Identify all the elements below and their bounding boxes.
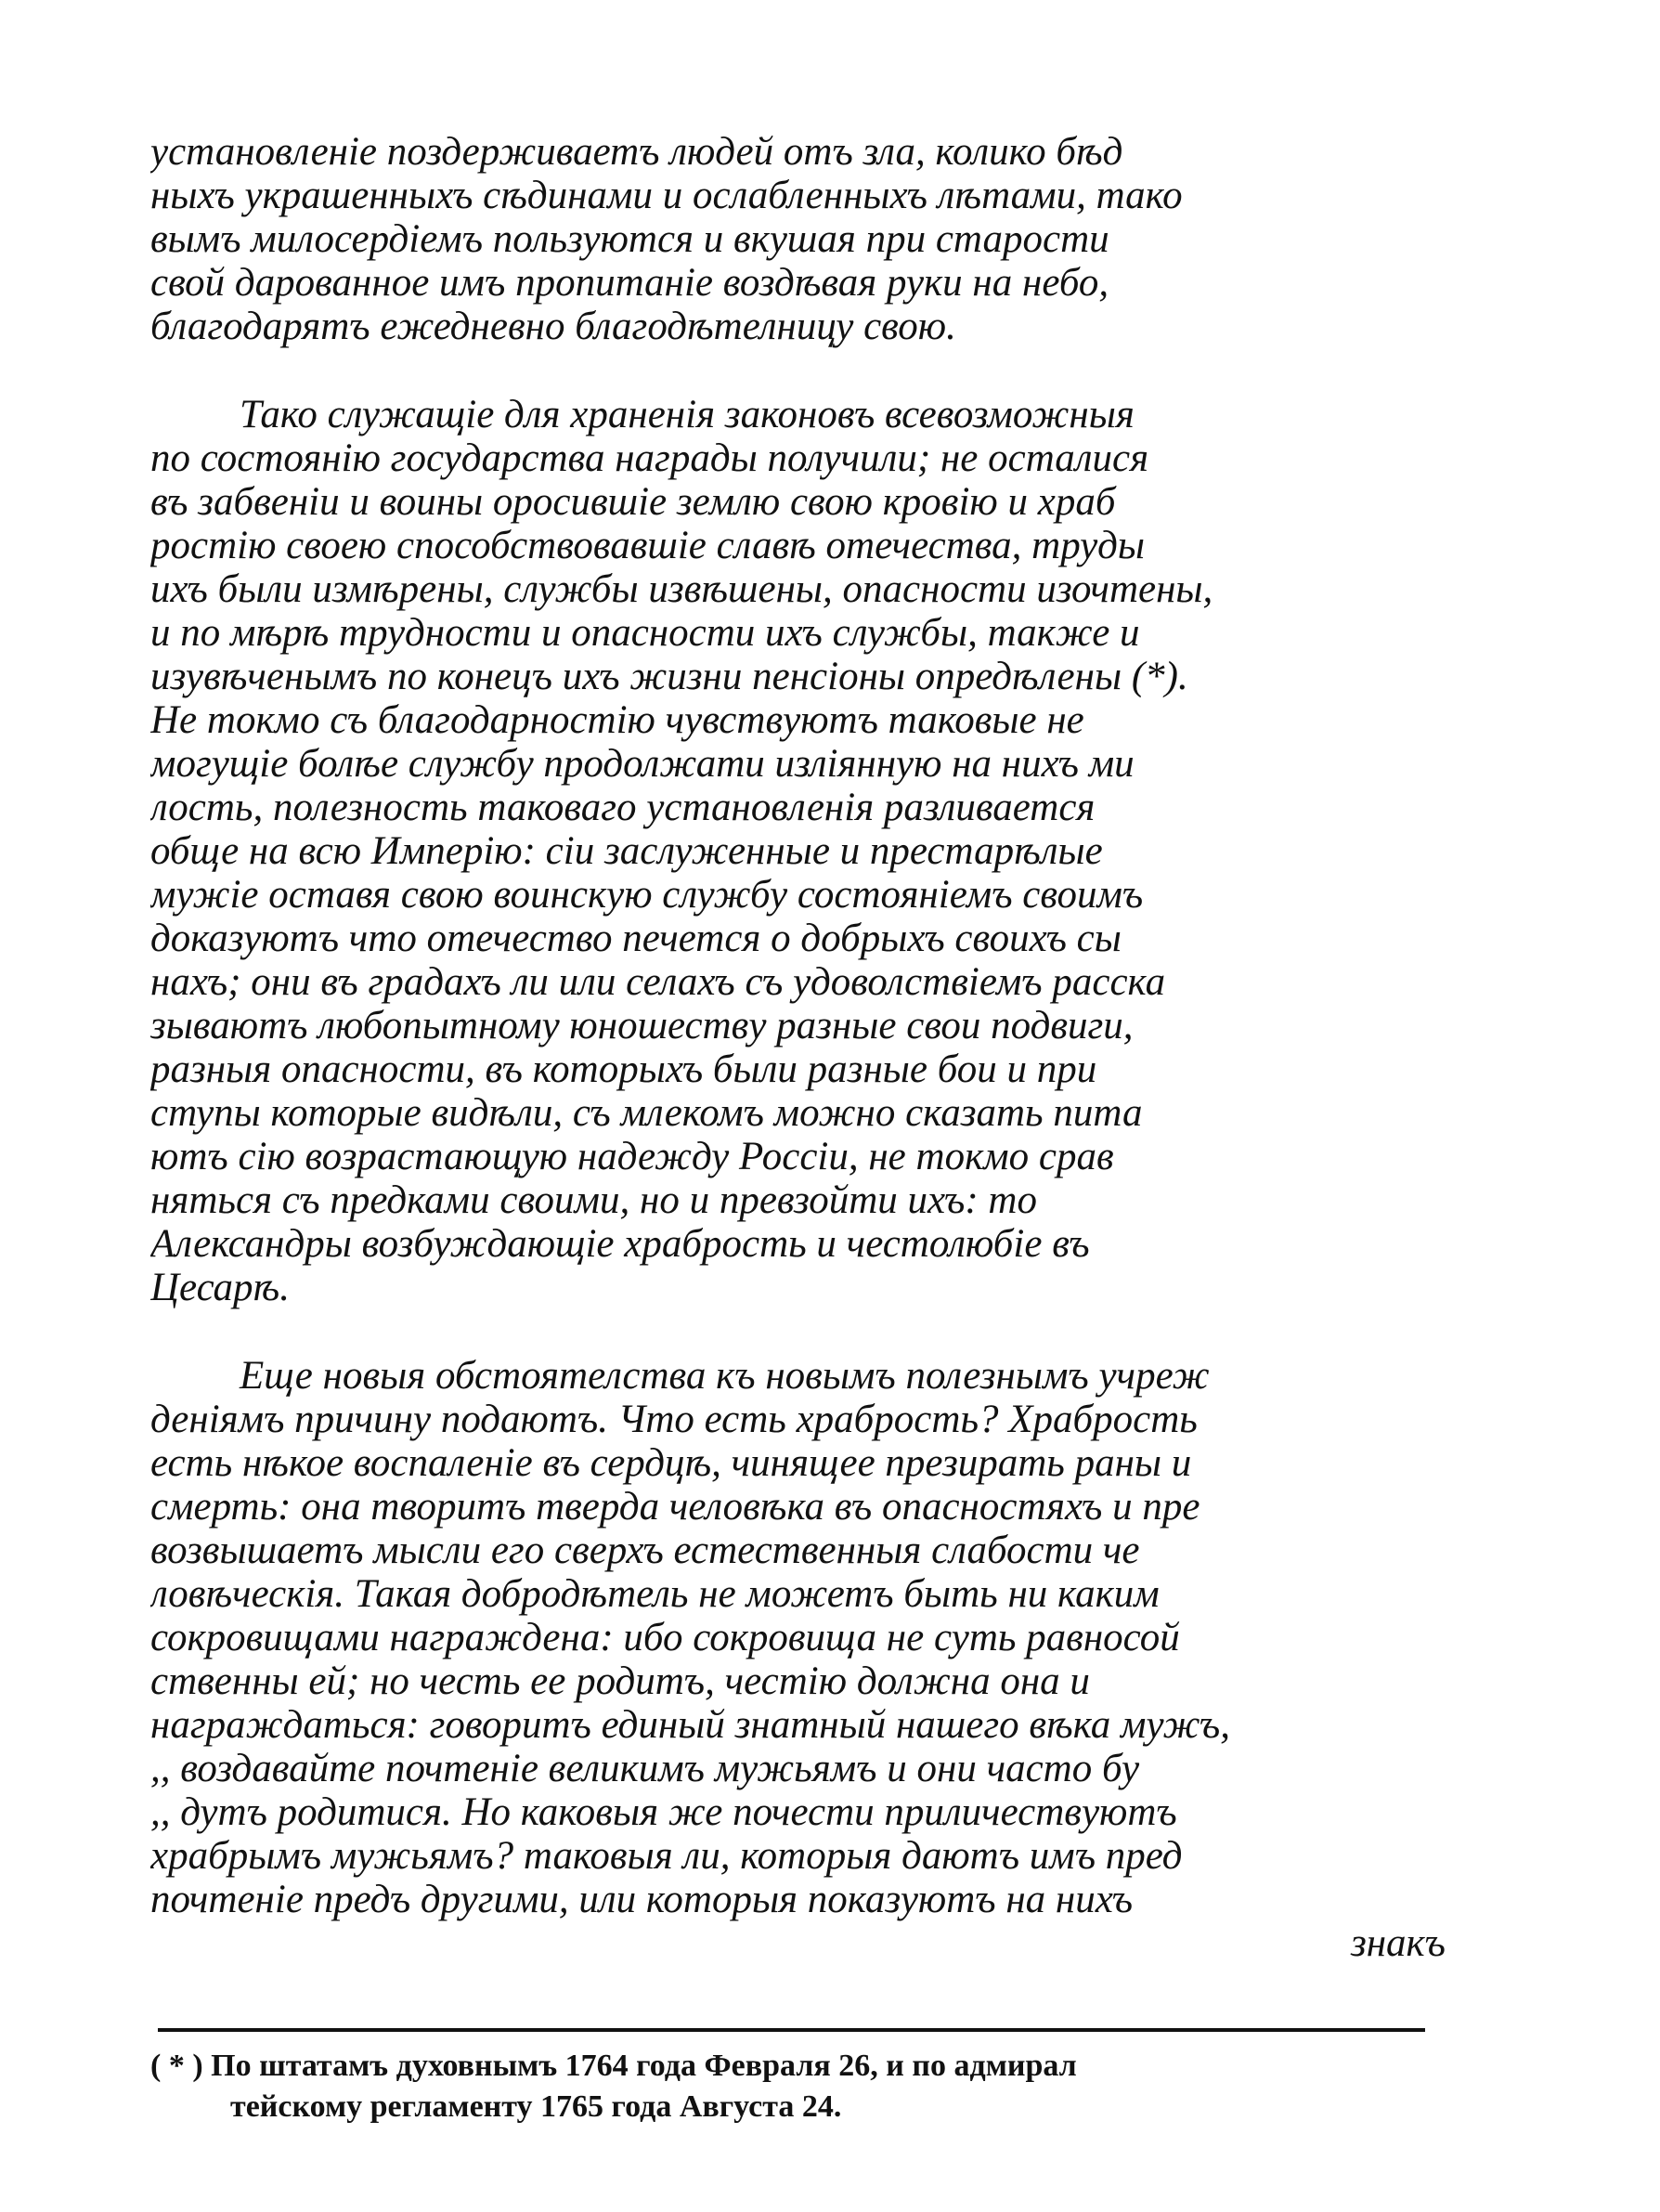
text-line: есть нѣкое воспаленіе въ сердцѣ, чинящее презирать раны и [150,1441,1192,1485]
paragraph-3 [150,1354,1446,1965]
paragraph-2 [150,393,1446,1309]
text-line: могущіе болѣе службу продолжати изліянную на нихъ ми [150,742,1135,786]
text-line: ихъ были измѣрены, службы извѣшены, опасности изочтены, [150,567,1213,611]
footnote-line: ( * ) По штатамъ духовнымъ 1764 года Февраля 26, и по адмирал [150,2049,1077,2083]
text-line: ступы которые видѣли, съ млекомъ можно сказать пита [150,1091,1143,1135]
footnote-line: тейскому регламенту 1765 года Августа 24. [230,2089,842,2124]
text-line: Александры возбуждающіе храбрость и честолюбіе въ [150,1222,1090,1266]
text-line: возвышаетъ мысли его сверхъ естественныя слабости че [150,1529,1140,1572]
text-line: награждаться: говоритъ единый знатный нашего вѣка мужъ, [150,1703,1230,1747]
text-line: ,, дутъ родитися. Но каковыя же почести приличествуютъ [150,1790,1177,1834]
text-line: по состоянію государства награды получили; не осталися [150,436,1149,480]
footnote-divider [158,2028,1425,2032]
text-line: ,, воздавайте почтеніе великимъ мужьямъ и они часто бу [150,1747,1140,1790]
text-line: обще на всю Имперію: сіи заслуженные и престарѣлые [150,829,1103,873]
text-line: храбрымъ мужьямъ? таковыя ли, которыя даютъ имъ пред [150,1834,1183,1878]
text-line: и по мѣрѣ трудности и опасности ихъ службы, также и [150,611,1140,655]
footnote [150,2046,1446,2127]
text-line: лость, полезность таковаго установленія разливается [150,786,1096,829]
text-line: сокровищами награждена: ибо сокровища не суть равносой [150,1616,1180,1659]
text-line: вымъ милосердіемъ пользуются и вкушая при старости [150,217,1109,261]
catchword: знакъ [1350,1921,1446,1965]
text-line: нахъ; они въ градахъ ли или селахъ съ удоволствіемъ расска [150,960,1166,1004]
text-line: ловѣческія. Такая добродѣтель не можетъ быть ни каким [150,1572,1160,1616]
main-text-block [150,130,1446,2010]
text-line: Тако служащіе для храненія законовъ всевозможныя [240,393,1135,436]
text-line: почтеніе предъ другими, или которыя показуютъ на нихъ [150,1878,1134,1921]
text-line: въ забвеніи и воины оросившіе землю свою кровію и храб [150,480,1116,524]
text-line: ныхъ украшенныхъ сѣдинами и ослабленныхъ лѣтами, тако [150,174,1183,217]
text-line: благодарятъ ежедневно благодѣтелницу свою. [150,305,956,348]
text-line: Не токмо съ благодарностію чувствуютъ таковые не [150,698,1084,742]
text-line: смерть: она творитъ тверда человѣка въ опасностяхъ и пре [150,1485,1200,1529]
text-line: зываютъ любопытному юношеству разные свои подвиги, [150,1004,1134,1047]
paragraph-1 [150,130,1446,348]
text-line: Цесарѣ. [150,1266,290,1309]
text-line: ственны ей; но честь ее родитъ, честію должна она и [150,1659,1090,1703]
text-line: изувѣченымъ по конецъ ихъ жизни пенсіоны опредѣлены (*). [150,655,1188,698]
text-line: ютъ сію возрастающую надежду Россіи, не токмо срав [150,1135,1114,1178]
text-line: деніямъ причину подаютъ. Что есть храбрость? Храбрость [150,1398,1198,1441]
text-line: Еще новыя обстоятелства къ новымъ полезнымъ учреж [240,1354,1210,1398]
text-line: мужіе оставя свою воинскую службу состояніемъ своимъ [150,873,1144,917]
text-line: доказуютъ что отечество печется о добрыхъ своихъ сы [150,917,1122,960]
text-line: няться съ предками своими, но и превзойти ихъ: то [150,1178,1037,1222]
text-line: свой дарованное имъ пропитаніе воздѣвая руки на небо, [150,261,1109,305]
text-line: разныя опасности, въ которыхъ были разные бои и при [150,1047,1097,1091]
text-line: ростію своею способствовавшіе славѣ отечества, труды [150,524,1145,567]
text-line: установленіе поздерживаетъ людей отъ зла, колико бѣд [150,130,1123,174]
